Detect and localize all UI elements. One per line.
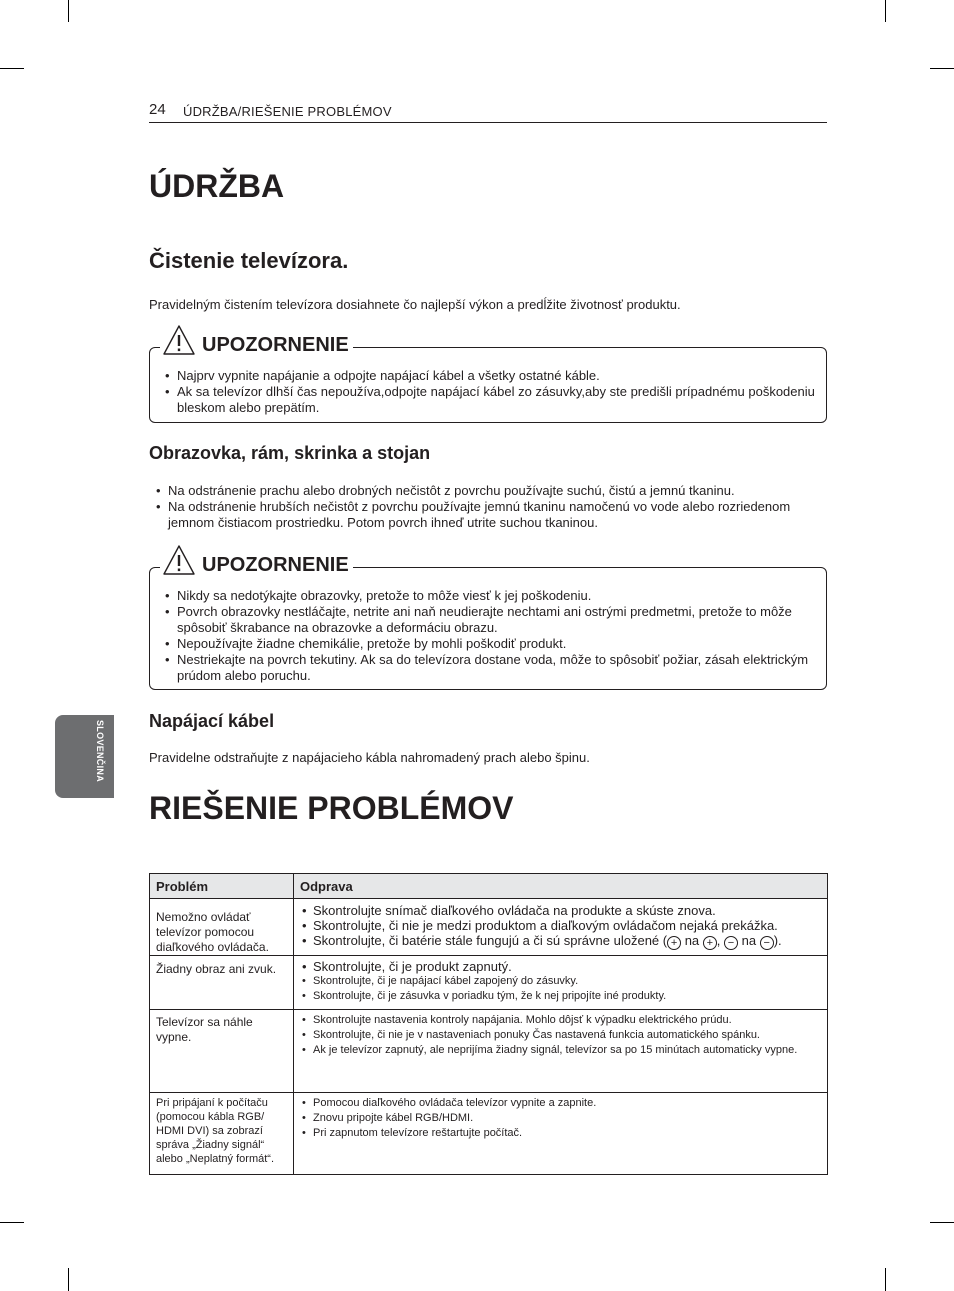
power-cord-heading: Napájací kábel bbox=[149, 711, 275, 731]
screen-list bbox=[154, 483, 824, 531]
list-item bbox=[300, 933, 821, 950]
running-title: ÚDRŽBA/RIEŠENIE PROBLÉMOV bbox=[183, 104, 392, 119]
table-row bbox=[150, 956, 828, 1010]
cleaning-intro: Pravidelným čistením televízora dosiahnete čo najlepší výkon a predĺžite životnosť produktu. bbox=[149, 297, 681, 312]
crop-mark bbox=[930, 1222, 954, 1223]
minus-icon: − bbox=[760, 936, 774, 950]
caution-list bbox=[163, 368, 815, 416]
list-item: • Skontrolujte, či nie je medzi produktom a diaľkovým ovládačom nejaká prekážka. bbox=[300, 918, 821, 933]
solution-cell bbox=[294, 956, 828, 1010]
list-item: • Na odstránenie prachu alebo drobných nečistôt z povrchu používajte suchú, čistú a jemnú tkaninu. bbox=[154, 483, 824, 499]
caution-box bbox=[149, 334, 827, 423]
warning-icon bbox=[162, 544, 196, 576]
table-header-row bbox=[150, 874, 828, 899]
crop-mark bbox=[930, 68, 954, 69]
table-row bbox=[150, 1093, 828, 1175]
list-item: • Skontrolujte, či je zásuvka v poriadku tým, že k nej pripojíte iné produkty. bbox=[300, 989, 821, 1004]
list-item: • Skontrolujte, či je produkt zapnutý. bbox=[300, 959, 821, 974]
solution-list bbox=[300, 903, 821, 950]
solution-list bbox=[300, 959, 821, 974]
maintenance-title: ÚDRŽBA bbox=[149, 168, 285, 204]
column-header-solution: Odprava bbox=[294, 874, 828, 899]
solution-cell bbox=[294, 1010, 828, 1093]
caution-label: UPOZORNENIE bbox=[202, 334, 349, 356]
battery-text: , bbox=[716, 933, 725, 948]
crop-mark bbox=[885, 0, 886, 22]
list-item: • Skontrolujte, či je napájací kábel zapojený do zásuvky. bbox=[300, 974, 821, 989]
cleaning-heading: Čistenie televízora. bbox=[149, 248, 349, 273]
problem-cell: Nemožno ovládať televízor pomocou diaľkového ovládača. bbox=[150, 899, 294, 956]
plus-icon: + bbox=[667, 936, 681, 950]
caution-title bbox=[160, 544, 353, 576]
caution-list bbox=[163, 588, 815, 684]
list-item: • Pri zapnutom televízore reštartujte počítač. bbox=[300, 1126, 821, 1141]
crop-mark bbox=[0, 68, 24, 69]
table-row bbox=[150, 899, 828, 956]
column-header-problem: Problém bbox=[150, 874, 294, 899]
solution-list bbox=[300, 1096, 821, 1141]
crop-mark bbox=[0, 1222, 24, 1223]
problem-cell: Televízor sa náhle vypne. bbox=[150, 1010, 294, 1093]
solution-list bbox=[300, 974, 821, 1004]
battery-text: na bbox=[738, 933, 760, 948]
power-cord-text: Pravidelne odstraňujte z napájacieho kábla nahromadený prach alebo špinu. bbox=[149, 750, 590, 765]
list-item: • Ak je televízor zapnutý, ale neprijíma žiadny signál, televízor sa po 15 minútach automaticky vypne. bbox=[300, 1043, 821, 1058]
solution-cell bbox=[294, 899, 828, 956]
list-item: • Skontrolujte, či nie je v nastaveniach ponuky Čas nastavená funkcia automatického spánku. bbox=[300, 1028, 821, 1043]
list-item: • Pomocou diaľkového ovládača televízor vypnite a zapnite. bbox=[300, 1096, 821, 1111]
list-item: • Nestriekajte na povrch tekutiny. Ak sa do televízora dostane voda, môže to spôsobiť požiar, zásah elektrickým prúdom alebo poruchu. bbox=[163, 652, 815, 684]
list-item: • Znovu pripojte kábel RGB/HDMI. bbox=[300, 1111, 821, 1126]
crop-mark bbox=[68, 1268, 69, 1291]
caution-label: UPOZORNENIE bbox=[202, 554, 349, 576]
list-item: • Skontrolujte nastavenia kontroly napájania. Mohlo dôjsť k výpadku elektrického prúdu. bbox=[300, 1013, 821, 1028]
page-header bbox=[149, 100, 827, 123]
battery-text: ). bbox=[773, 933, 782, 948]
caution-title bbox=[160, 324, 353, 356]
battery-text: na bbox=[681, 933, 703, 948]
list-item: • Nepoužívajte žiadne chemikálie, pretože by mohli poškodiť produkt. bbox=[163, 636, 815, 652]
list-item: • Najprv vypnite napájanie a odpojte napájací kábel a všetky ostatné káble. bbox=[163, 368, 815, 384]
screen-heading: Obrazovka, rám, skrinka a stojan bbox=[149, 443, 431, 463]
solution-cell bbox=[294, 1093, 828, 1175]
list-item: • Nikdy sa nedotýkajte obrazovky, pretože to môže viesť k jej poškodeniu. bbox=[163, 588, 815, 604]
list-item: • Na odstránenie hrubších nečistôt z povrchu používajte jemnú tkaninu namočenú vo vode alebo rozriedenom jemnom čistiacom prostriedku. Potom povrch ihneď utrite suchou tkaninou. bbox=[154, 499, 824, 531]
troubleshooting-title: RIEŠENIE PROBLÉMOV bbox=[149, 790, 514, 826]
language-label: SLOVENČINA bbox=[95, 720, 105, 783]
language-side-tab bbox=[55, 715, 114, 798]
crop-mark bbox=[68, 0, 69, 22]
list-item: • Povrch obrazovky nestláčajte, netrite ani naň neudierajte nechtami ani ostrými predmetmi, pretože to môže spôsobiť škrabance na obrazovke a deformáciu obrazu. bbox=[163, 604, 815, 636]
page-number: 24 bbox=[149, 101, 166, 118]
crop-mark bbox=[885, 1268, 886, 1291]
warning-icon bbox=[162, 324, 196, 356]
problem-cell: Pri pripájaní k počítaču (pomocou kábla RGB/ HDMI DVI) sa zobrazí správa „Žiadny signál“ alebo „Neplatný formát“. bbox=[150, 1093, 294, 1175]
list-item: • Skontrolujte snímač diaľkového ovládača na produkte a skúste znova. bbox=[300, 903, 821, 918]
table-row bbox=[150, 1010, 828, 1093]
battery-text: Skontrolujte, či batérie stále fungujú a či sú správne uložené ( bbox=[313, 933, 668, 948]
list-item: • Ak sa televízor dlhší čas nepoužíva,odpojte napájací kábel zo zásuvky,aby ste predišli prípadnému poškodeniu bleskom alebo prepätím. bbox=[163, 384, 815, 416]
caution-box bbox=[149, 554, 827, 690]
plus-icon: + bbox=[703, 936, 717, 950]
minus-icon: − bbox=[724, 936, 738, 950]
solution-list bbox=[300, 1013, 821, 1058]
troubleshooting-table bbox=[149, 873, 828, 1175]
problem-cell: Žiadny obraz ani zvuk. bbox=[150, 956, 294, 1010]
